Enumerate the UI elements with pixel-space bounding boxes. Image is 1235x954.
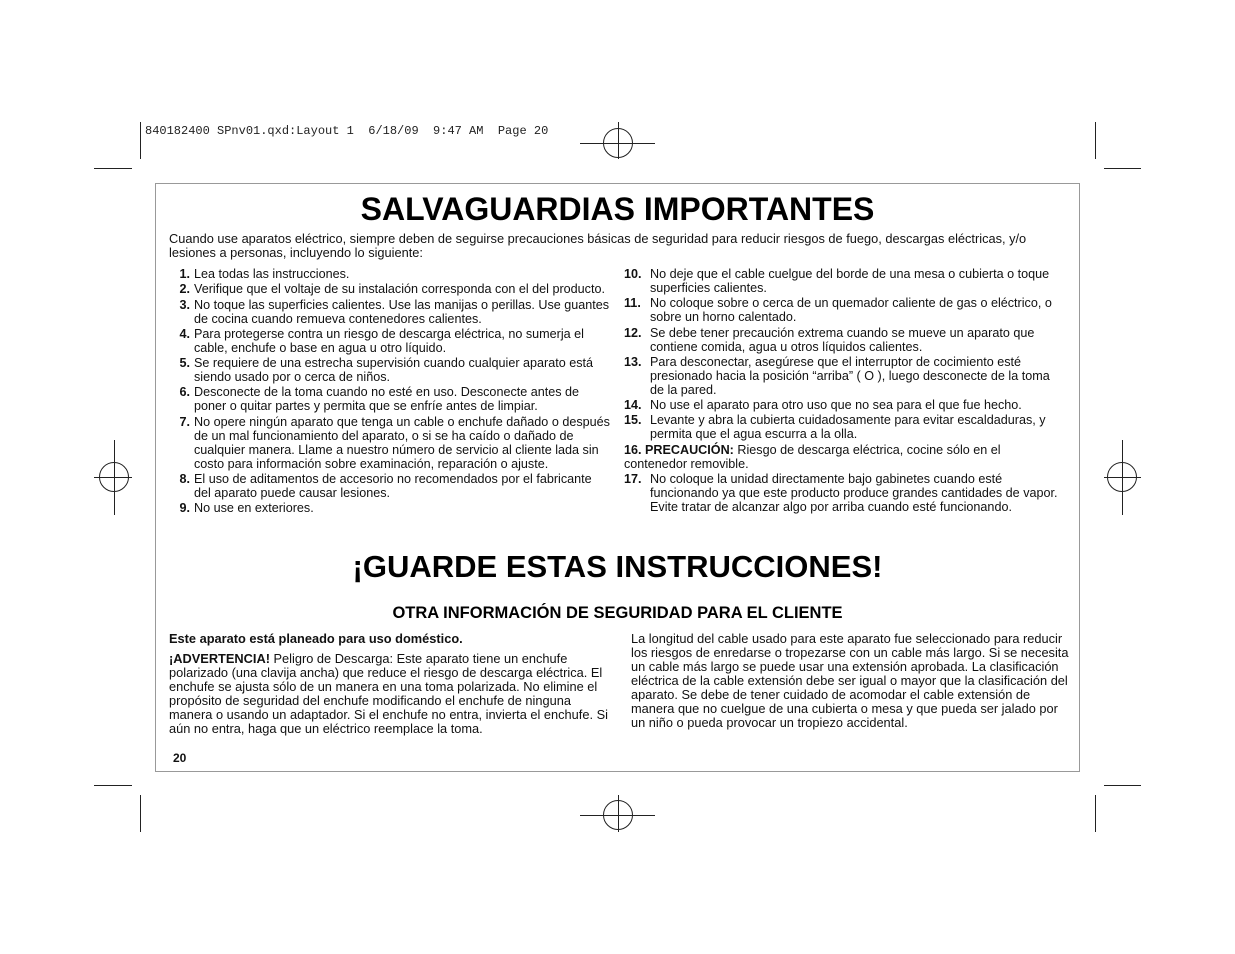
instruction-number: 14. bbox=[624, 398, 642, 413]
instruction-item bbox=[170, 501, 610, 515]
household-use-note: Este aparato está planeado para uso doméstico. bbox=[169, 631, 463, 646]
instruction-item bbox=[170, 356, 610, 384]
other-info-right-column bbox=[631, 632, 1071, 736]
crop-mark bbox=[1104, 168, 1141, 169]
instruction-number: 3. bbox=[179, 297, 190, 312]
instruction-text: Para protegerse contra un riesgo de descarga eléctrica, no sumerja el cable, enchufe o base en agua u otro líquido. bbox=[194, 326, 584, 355]
crop-mark bbox=[1095, 122, 1096, 159]
safeguards-panel bbox=[155, 183, 1080, 772]
instruction-text: No deje que el cable cuelgue del borde de una mesa o cubierta o toque superficies calientes. bbox=[650, 267, 1050, 295]
instruction-item bbox=[170, 298, 610, 326]
instruction-item bbox=[624, 267, 1066, 295]
instruction-item bbox=[170, 327, 610, 355]
other-info-heading: OTRA INFORMACIÓN DE SEGURIDAD PARA EL CLIENTE bbox=[392, 604, 843, 622]
instruction-text: Desconecte de la toma cuando no esté en uso. Desconecte antes de poner o quitar partes y permita que se enfríe antes de limpiar. bbox=[194, 385, 580, 414]
instruction-text: No coloque la unidad directamente bajo gabinetes cuando esté funcionando ya que este producto produce grandes cantidades de vapor. Evite tratar de alcanzar algo por arriba cuando esté funcionando. bbox=[650, 472, 1058, 515]
instructions-list-right bbox=[624, 267, 1066, 515]
instruction-number: 10. bbox=[624, 267, 642, 281]
instruction-number: 11. bbox=[624, 296, 641, 311]
warning-text: Peligro de Descarga: Este aparato tiene un enchufe polarizado (una clavija ancha) que reduce el riesgo de descarga eléctrica. El enchufe se ajusta sólo de un manera en una toma polarizada. No elimine el propósito de seguridad del enchufe modificando el enchufe de ninguna manera o usando un adaptador. Si el enchufe no entra, invierta el enchufe. Si aún no entra, haga que un eléctrico reemplace la toma. bbox=[169, 651, 608, 736]
instruction-item bbox=[624, 326, 1066, 354]
save-instructions-heading: ¡GUARDE ESTAS INSTRUCCIONES! bbox=[352, 549, 883, 584]
instruction-number: 9. bbox=[179, 501, 190, 516]
intro-paragraph: Cuando use aparatos eléctrico, siempre deben de seguirse precauciones básicas de seguridad para reducir riesgos de fuego, descargas eléctricas, y/o lesiones a personas, incluyendo lo siguiente: bbox=[169, 231, 1027, 260]
page-number: 20 bbox=[173, 751, 187, 765]
crop-mark bbox=[94, 785, 132, 786]
instruction-text: Lea todas las instrucciones. bbox=[194, 267, 350, 281]
instruction-item bbox=[170, 385, 610, 413]
instruction-item bbox=[170, 282, 610, 296]
instruction-number: 16. PRECAUCIÓN: bbox=[624, 442, 734, 457]
instruction-text: Levante y abra la cubierta cuidadosamente para evitar escaldaduras, y permita que el agua escurra a la olla. bbox=[650, 413, 1046, 442]
instruction-number: 2. bbox=[179, 282, 190, 297]
instruction-item bbox=[624, 472, 1066, 514]
cord-paragraph: La longitud del cable usado para este aparato fue seleccionado para reducir los riesgos de enredarse o tropezarse con un cable más largo. Si se necesita un cable más largo se puede usar una extensión aprobada. La clasificación eléctrica de la cable extensión debe ser igual o mayor que la clasificación del aparato. Se debe de tener cuidado de acomodar el cable extensión de manera que no cuelgue de una cubierta o mesa y que pueda ser jalado por un niño o pueda provocar un tropiezo accidental. bbox=[631, 631, 1069, 730]
instruction-text: Verifique que el voltaje de su instalación corresponda con el del producto. bbox=[194, 282, 605, 297]
instruction-text: Se requiere de una estrecha supervisión cuando cualquier aparato está siendo usado por o cerca de niños. bbox=[194, 356, 594, 385]
instruction-number: 4. bbox=[179, 326, 190, 341]
crop-mark bbox=[1104, 785, 1141, 786]
print-slug: 840182400 SPnv01.qxd:Layout 1 6/18/09 9:47 AM Page 20 bbox=[145, 124, 549, 138]
instruction-text: El uso de aditamentos de accesorio no recomendados por el fabricante del aparato puede causar lesiones. bbox=[194, 472, 592, 501]
other-info-left-column bbox=[169, 632, 609, 742]
instruction-item bbox=[170, 472, 610, 500]
instruction-text: No coloque sobre o cerca de un quemador caliente de gas o eléctrico, o sobre un horno calentado. bbox=[650, 296, 1052, 325]
page-title: SALVAGUARDIAS IMPORTANTES bbox=[360, 191, 875, 227]
instruction-text: No use en exteriores. bbox=[194, 501, 314, 516]
instruction-number: 17. bbox=[624, 472, 642, 487]
crop-mark bbox=[140, 122, 141, 159]
crop-mark bbox=[94, 168, 132, 169]
instruction-number: 1. bbox=[179, 267, 190, 281]
instruction-text: Para desconectar, asegúrese que el interruptor de cocimiento esté presionado hacia la posición “arriba” ( O ), luego desconecte de la toma de la pared. bbox=[650, 354, 1050, 397]
instruction-item bbox=[624, 443, 1066, 471]
instruction-number: 12. bbox=[624, 325, 642, 340]
instructions-list-left bbox=[170, 267, 610, 517]
instruction-text: No use el aparato para otro uso que no sea para el que fue hecho. bbox=[650, 398, 1022, 413]
crop-mark bbox=[1095, 795, 1096, 832]
instruction-item bbox=[624, 413, 1066, 441]
instruction-item bbox=[170, 267, 610, 281]
warning-label: ¡ADVERTENCIA! bbox=[169, 651, 270, 666]
instruction-number: 6. bbox=[179, 385, 190, 400]
instruction-number: 7. bbox=[179, 414, 190, 429]
warning-paragraph bbox=[169, 652, 609, 736]
instruction-text: Riesgo de descarga eléctrica, cocine sólo en el contenedor removible. bbox=[624, 442, 1001, 471]
instruction-item bbox=[624, 398, 1066, 412]
instruction-text: Se debe tener precaución extrema cuando se mueve un aparato que contiene comida, agua u otros líquidos calientes. bbox=[650, 325, 1035, 354]
instruction-item bbox=[170, 415, 610, 471]
instruction-number: 15. bbox=[624, 413, 642, 428]
instruction-item bbox=[624, 296, 1066, 324]
instruction-text: No toque las superficies calientes. Use las manijas o perillas. Use guantes de cocina cuando remueva contenedores calientes. bbox=[194, 297, 610, 326]
instruction-number: 8. bbox=[179, 472, 190, 487]
crop-mark bbox=[140, 795, 141, 832]
instruction-number: 13. bbox=[624, 354, 642, 369]
instruction-item bbox=[624, 355, 1066, 397]
instruction-text: No opere ningún aparato que tenga un cable o enchufe dañado o después de un mal funcionamiento del aparato, o si se ha caído o dañado de cualquier manera. Llame a nuestro número de servicio al cliente lada sin costo para información sobre examinación, reparación o ajuste. bbox=[194, 414, 610, 471]
instruction-number: 5. bbox=[179, 356, 190, 371]
